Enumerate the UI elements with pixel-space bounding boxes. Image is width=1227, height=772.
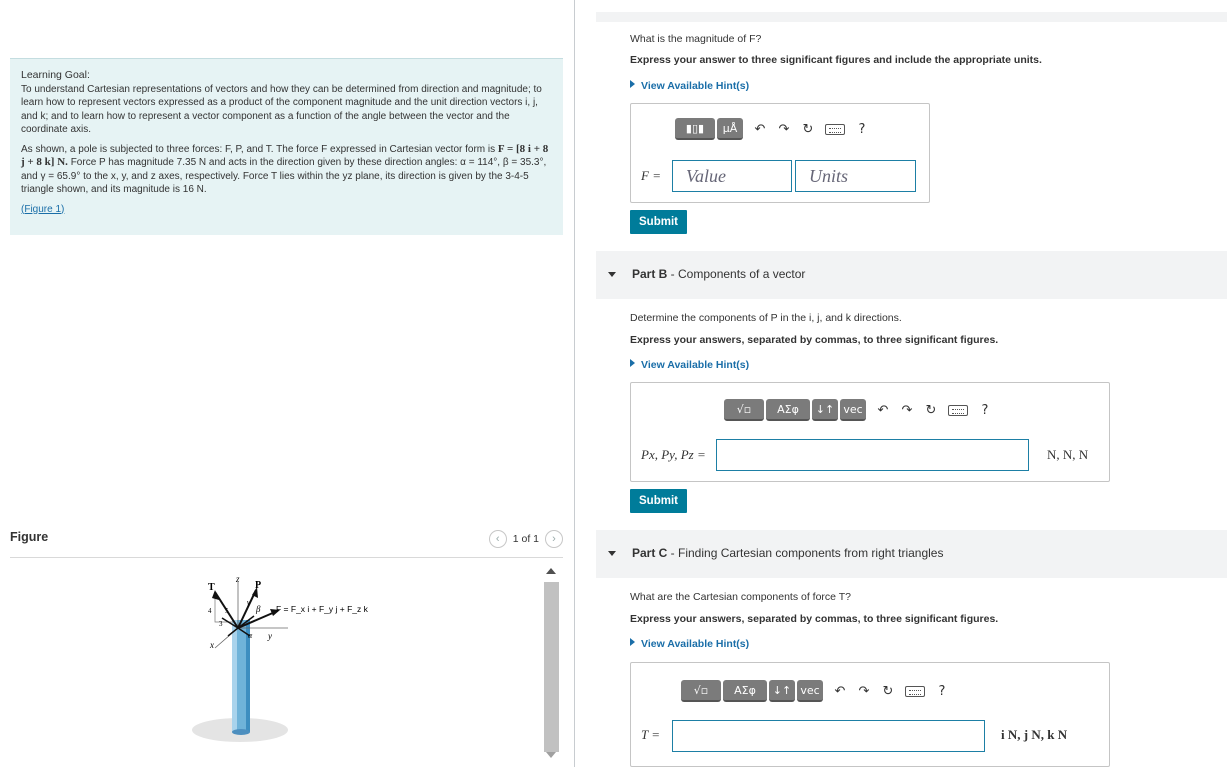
part-c-hint-link[interactable] <box>630 638 749 650</box>
undo-icon[interactable]: ↶ <box>754 121 766 137</box>
arrows-button[interactable]: ↓↑ <box>812 399 838 421</box>
p-components-input[interactable] <box>716 439 1029 471</box>
figure-pager <box>489 530 563 548</box>
part-c-field-label: T = <box>641 727 661 742</box>
part-b-hint-link[interactable] <box>630 359 749 371</box>
figure-title: Figure <box>10 530 49 544</box>
caret-right-icon <box>630 359 635 367</box>
f-equation-label: F = F_x i + F_y j + F_z k <box>276 604 368 614</box>
answer-panel <box>575 0 1227 767</box>
x-axis-label: x <box>210 640 214 650</box>
t-components-input[interactable] <box>672 720 985 752</box>
keyboard-icon[interactable] <box>825 124 845 135</box>
part-b-title-bold: Part B <box>632 267 668 281</box>
part-b-toolbar <box>724 399 992 421</box>
part-a-submit-button[interactable]: Submit <box>630 210 687 234</box>
help-button[interactable]: ? <box>938 683 946 699</box>
learning-goal-heading: Learning Goal: <box>21 69 90 81</box>
reset-icon[interactable]: ↻ <box>925 402 937 418</box>
beta-label: β <box>256 604 261 614</box>
part-b-instruction: Express your answers, separated by commas, to three significant figures. <box>630 334 999 346</box>
sqrt-template-button[interactable]: √▫ <box>681 680 721 702</box>
caret-right-icon <box>630 80 635 88</box>
learning-goal-box <box>10 58 563 235</box>
problem-intro: As shown, a pole is subjected to three forces: F, P, and T. The force F expressed in Cartesian vector form is <box>21 143 496 155</box>
problem-panel <box>0 0 574 767</box>
undo-icon[interactable]: ↶ <box>834 683 846 699</box>
z-axis-label: z <box>236 574 240 584</box>
redo-icon[interactable]: ↷ <box>778 121 790 137</box>
part-b-submit-button[interactable]: Submit <box>630 489 687 513</box>
part-b-hint-text: View Available Hint(s) <box>641 359 750 371</box>
template-icon[interactable]: ▮▯▮ <box>675 118 715 140</box>
part-a-hint-text: View Available Hint(s) <box>641 80 750 92</box>
part-a-question: What is the magnitude of F? <box>630 33 762 45</box>
reset-icon[interactable]: ↻ <box>882 683 894 699</box>
learning-goal-text: To understand Cartesian representations of vectors and how they can be determined from direction and magnitude; to learn how to represent vectors expressed as a product of the component magnitude and the unit direction vectors i, j, and k; and to learn how to represent a vector component as a function of the angle between the vector and the coordinate axis. <box>21 83 542 135</box>
help-button[interactable]: ? <box>858 121 866 137</box>
part-c-toolbar <box>681 680 949 702</box>
figure-scrollbar[interactable] <box>542 565 561 767</box>
part-b-question: Determine the components of P in the i, j, and k directions. <box>630 312 902 324</box>
sqrt-template-button[interactable]: √▫ <box>724 399 764 421</box>
part-c-title-bold: Part C <box>632 546 668 560</box>
part-c-units: i N, j N, k N <box>1001 727 1068 742</box>
y-axis-label: y <box>268 631 272 641</box>
part-a-header-edge <box>596 12 1227 22</box>
part-c-hint-text: View Available Hint(s) <box>641 638 750 650</box>
caret-down-icon <box>608 272 616 277</box>
undo-icon[interactable]: ↶ <box>877 402 889 418</box>
part-b-answer-box <box>630 382 1110 482</box>
n5-label: 5 <box>225 607 229 615</box>
part-a-toolbar <box>675 118 869 140</box>
p-label: P <box>255 580 262 591</box>
gamma-label: γ <box>247 598 251 607</box>
part-b-title <box>632 267 805 281</box>
part-b-units: N, N, N <box>1047 447 1089 462</box>
vec-button[interactable]: vec <box>797 680 823 702</box>
part-b-field-label: Px, Py, Pz = <box>641 447 706 462</box>
part-a-hint-link[interactable] <box>630 80 749 92</box>
t-description: Force T lies within the yz plane, its direction is given by the 3-4-5 triangle shown, and its magnitude is 16 N. <box>21 170 529 195</box>
alpha-label: α <box>248 631 253 640</box>
caret-down-icon <box>608 551 616 556</box>
scroll-up-icon[interactable] <box>546 568 556 574</box>
p-description: Force P has magnitude 7.35 N and acts in the direction given by these direction angles: α = 114°, β = 35.3°, and γ = 65.9° to the x, y, and z axes, respectively. <box>21 157 547 182</box>
part-c-answer-box <box>630 662 1110 767</box>
t-label: T <box>208 582 215 593</box>
part-b-title-rest: - Components of a vector <box>667 267 806 281</box>
units-button[interactable]: μÅ <box>717 118 743 140</box>
figure-link[interactable]: (Figure 1) <box>21 203 65 215</box>
part-a-instruction: Express your answer to three significant figures and include the appropriate units. <box>630 54 1042 66</box>
pager-text: 1 of 1 <box>512 533 539 545</box>
part-c-instruction: Express your answers, separated by commas, to three significant figures. <box>630 613 999 625</box>
part-a-field-label: F = <box>641 168 661 183</box>
keyboard-icon[interactable] <box>905 686 925 697</box>
scroll-thumb[interactable] <box>544 582 559 752</box>
chevron-right-icon[interactable]: › <box>545 530 563 548</box>
part-c-title-rest: - Finding Cartesian components from right triangles <box>667 546 944 560</box>
part-a-answer-box <box>630 103 930 203</box>
scroll-down-icon[interactable] <box>546 752 556 758</box>
pole-diagram <box>10 560 410 767</box>
f-vector: F = [8 i + 8 j + 8 k] N. <box>21 142 549 168</box>
vec-button[interactable]: vec <box>840 399 866 421</box>
part-c-question: What are the Cartesian components of force T? <box>630 591 852 603</box>
redo-icon[interactable]: ↷ <box>901 402 913 418</box>
arrows-button[interactable]: ↓↑ <box>769 680 795 702</box>
value-input[interactable]: Value <box>672 160 792 192</box>
caret-right-icon <box>630 638 635 646</box>
part-c-header[interactable] <box>596 530 1227 578</box>
greek-button[interactable]: ΑΣφ <box>766 399 810 421</box>
greek-button[interactable]: ΑΣφ <box>723 680 767 702</box>
part-b-header[interactable] <box>596 251 1227 299</box>
keyboard-icon[interactable] <box>948 405 968 416</box>
n3-label: 3 <box>219 620 223 628</box>
help-button[interactable]: ? <box>981 402 989 418</box>
n4-label: 4 <box>208 607 212 615</box>
figure-header <box>10 530 563 558</box>
reset-icon[interactable]: ↻ <box>802 121 814 137</box>
figure-image <box>10 560 563 767</box>
units-input[interactable]: Units <box>795 160 916 192</box>
chevron-left-icon[interactable]: ‹ <box>489 530 507 548</box>
redo-icon[interactable]: ↷ <box>858 683 870 699</box>
part-c-title <box>632 546 943 560</box>
problem-statement <box>21 143 552 197</box>
